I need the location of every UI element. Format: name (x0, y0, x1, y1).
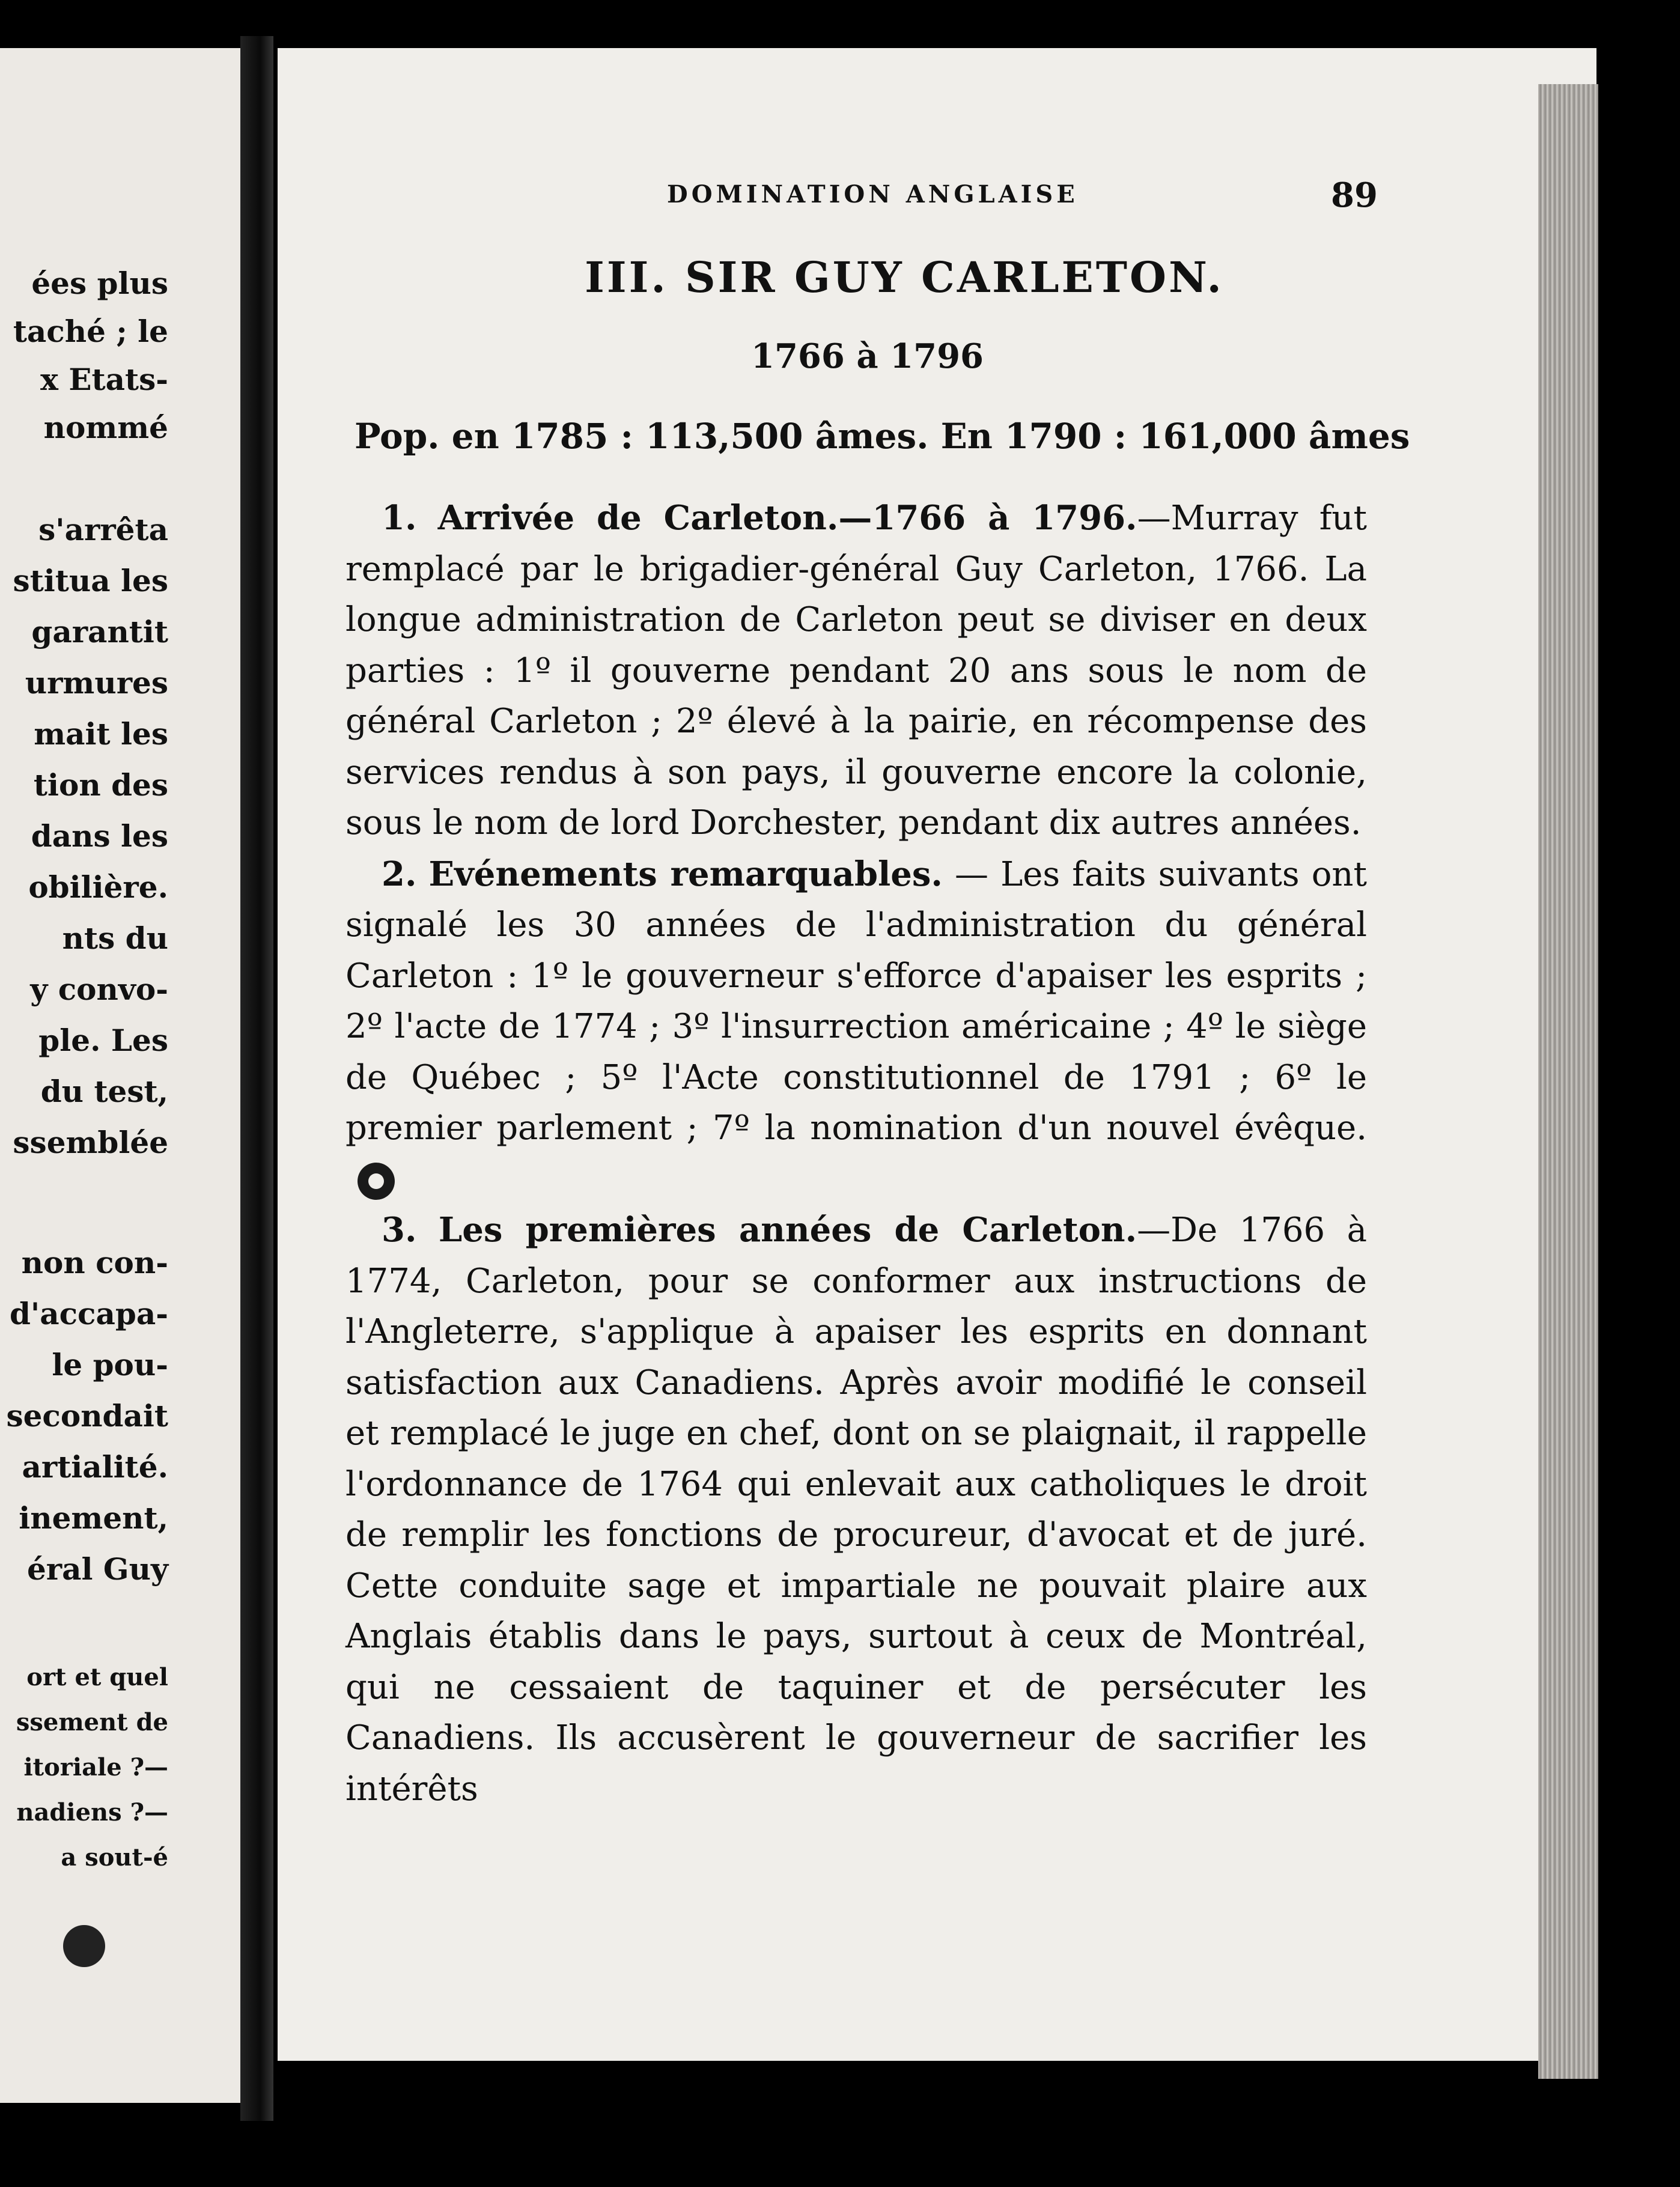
left-page-line: éral Guy (26, 1551, 168, 1587)
paragraph-number: 3. (382, 1210, 417, 1250)
left-page-line: nommé (43, 410, 168, 445)
left-page-line: ées plus (31, 266, 168, 301)
paragraph-heading: Evénements remarquables. (428, 854, 943, 894)
left-page-line: mait les (34, 716, 168, 752)
left-page-line: non con- (21, 1245, 168, 1280)
left-page-line: ssement de (16, 1708, 168, 1736)
left-page-line: itoriale ?— (23, 1753, 168, 1781)
left-page-line: x Etats- (40, 362, 168, 397)
left-page-line: dans les (31, 818, 168, 854)
left-page-line: inement, (19, 1500, 168, 1536)
left-page-line: s'arrêta (38, 512, 168, 547)
left-page-line: tion des (33, 767, 168, 803)
population-line: Pop. en 1785 : 113,500 âmes. En 1790 : 161,000 âmes (355, 416, 1410, 457)
running-head: DOMINATION ANGLAISE (667, 180, 1079, 208)
paragraph-text: —De 1766 à 1774, Carleton, pour se conformer aux instructions de l'Angleterre, s'applique à apaiser les esprits en donnant satisfaction aux Canadiens. Après avoir modifié le conseil et remplacé le juge en chef, dont on se plaignait, il rappelle l'ordonnance de 1764 qui enlevait aux catholiques le droit de remplir les fonctions de procureur, d'avocat et de juré. Cette conduite sage et impartiale ne pouvait plaire aux Anglais établis dans le pays, surtout à ceux de Montréal, qui ne cessaient de taquiner et de persécuter les Canadiens. Ils accusèrent le gouverneur de sacrifier les intérêts (345, 1211, 1367, 1808)
left-page-line: d'accapa- (9, 1296, 168, 1331)
paragraph-text: —Murray fut remplacé par le brigadier-général Guy Carleton, 1766. La longue administration de Carleton peut se diviser en deux parties : 1º il gouverne pendant 20 ans sous le nom de général Carleton ; 2º élevé à la pairie, en récompense des services rendus à son pays, il gouverne encore la colonie, sous le nom de lord Dorchester, pendant dix autres années. (345, 499, 1367, 842)
paragraph-number: 1. (382, 498, 417, 538)
left-page-line: ssemblée (13, 1125, 168, 1160)
left-page-line: le pou- (52, 1347, 168, 1382)
paragraph (345, 1205, 1367, 1814)
left-page-line: stitua les (13, 563, 168, 598)
left-page-line: garantit (31, 614, 168, 649)
ornament-icon (358, 1163, 395, 1200)
left-page-line: y convo- (30, 972, 168, 1007)
left-page-line: secondait (6, 1398, 168, 1434)
left-page-line: taché ; le (13, 314, 168, 349)
left-page-line: artialité. (22, 1449, 168, 1485)
page-number: 89 (1331, 175, 1378, 215)
chapter-title: III. SIR GUY CARLETON. (585, 252, 1224, 302)
paragraph-heading: Les premières années de Carleton. (438, 1210, 1137, 1250)
left-page-line: du test, (40, 1074, 168, 1109)
left-page-line: nadiens ?— (16, 1798, 168, 1827)
ornament-icon (63, 1925, 105, 1967)
body-text (345, 493, 1367, 1814)
paragraph (345, 493, 1367, 849)
left-page-line: ple. Les (38, 1023, 168, 1058)
paragraph-text: — Les faits suivants ont signalé les 30 années de l'administration du général Carleton : 1º le gouverneur s'efforce d'apaiser les esprits ; 2º l'acte de 1774 ; 3º l'insurrection américaine ; 4º le siège de Québec ; 5º l'Acte constitutionnel de 1791 ; 6º le premier parlement ; 7º la nomination d'un nouvel évêque. (345, 854, 1367, 1148)
left-page-line: nts du (62, 920, 168, 956)
left-page-line: urmures (25, 665, 168, 701)
paragraph-heading: Arrivée de Carleton.—1766 à 1796. (437, 498, 1137, 538)
page-edge (1538, 84, 1598, 2079)
left-page-line: obilière. (28, 869, 168, 905)
left-page-line: ort et quel (26, 1663, 168, 1691)
chapter-dates: 1766 à 1796 (751, 336, 984, 376)
left-page-line: a sout-é (61, 1843, 168, 1872)
left-page (0, 48, 240, 2103)
book-gutter (240, 36, 273, 2121)
paragraph (345, 849, 1367, 1205)
paragraph-number: 2. (382, 854, 417, 894)
